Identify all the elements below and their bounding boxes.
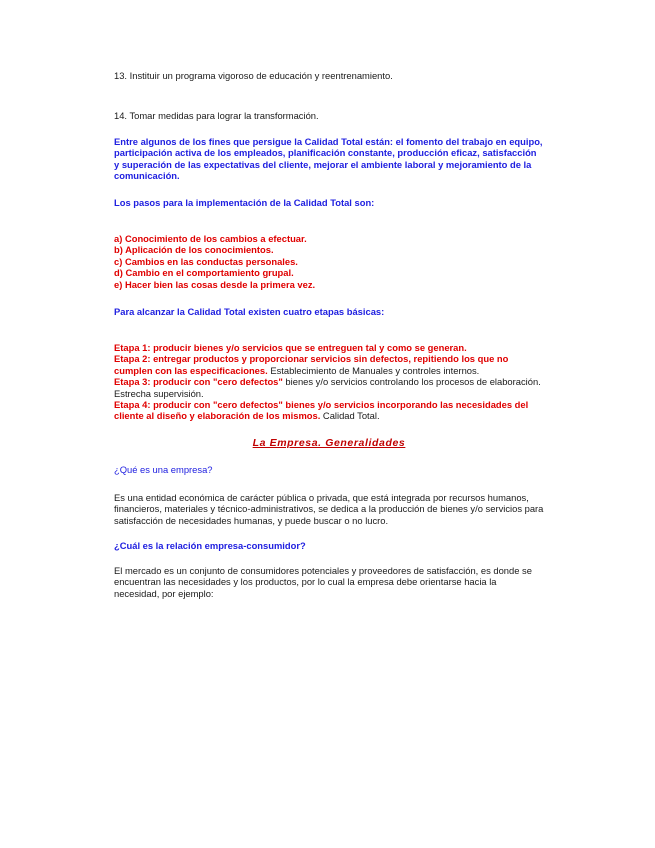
list-item: a) Conocimiento de los cambios a efectuar. — [114, 233, 307, 244]
etapa-4-text: Etapa 4: producir con "cero defectos" bienes y/o servicios incorporando las necesidades del cliente al diseño y elaboración de los mismos. — [114, 399, 529, 422]
fines-paragraph: Entre algunos de los fines que persigue la Calidad Total están: el fomento del trabajo en equipo, participación activa de los empleados, planificación constante, producción eficaz, satisfacción y superación de las expectativas del cliente, mejorar el ambiente laboral y mejoramiento de la comunicación. — [114, 136, 543, 182]
list-item: b) Aplicación de los conocimientos. — [114, 244, 274, 256]
etapas-intro: Para alcanzar la Calidad Total existen cuatro etapas básicas: — [114, 306, 385, 317]
section-title: La Empresa. Generalidades — [252, 437, 406, 449]
answer-relacion: El mercado es un conjunto de consumidores potenciales y proveedores de satisfacción, es donde se encuentran las necesidades y los productos, por lo cual la empresa debe orientarse hacia la necesidad, por ejemplo: — [114, 565, 532, 599]
list-item: e) Hacer bien las cosas desde la primera vez. — [114, 278, 316, 290]
list-item: c) Cambios en las conductas personales. — [114, 255, 298, 267]
etapa-2-note: Establecimiento de Manuales y controles internos. — [267, 364, 480, 376]
pasos-intro: Los pasos para la implementación de la Calidad Total son: — [114, 197, 375, 208]
etapa-3 — [114, 376, 544, 399]
etapa-3-note: bienes y/o servicios controlando los procesos de elaboración. Estrecha supervisión. — [114, 376, 541, 399]
etapa-4-note: Calidad Total. — [320, 410, 380, 422]
item-14: 14. Tomar medidas para lograr la transformación. — [114, 110, 319, 121]
answer-empresa: Es una entidad económica de carácter pública o privada, que está integrada por recursos humanos, financieros, materiales y técnico-administrativos, se dedica a la producción de bienes y/o servicios para satisfacción de necesidades humanas, y puede buscar o no lucro. — [114, 492, 544, 526]
etapa-1: Etapa 1: producir bienes y/o servicios que se entreguen tal y como se generan. — [114, 342, 467, 353]
etapa-3-text: Etapa 3: producir con "cero defectos" — [114, 376, 283, 388]
pasos-list — [114, 233, 544, 290]
etapa-2-text: Etapa 2: entregar productos y proporcionar servicios sin defectos, repitiendo los que no cumplen con las especificaciones. — [114, 353, 509, 376]
list-item: d) Cambio en el comportamiento grupal. — [114, 267, 294, 279]
item-13: 13. Instituir un programa vigoroso de educación y reentrenamiento. — [114, 70, 393, 81]
question-relacion: ¿Cuál es la relación empresa-consumidor? — [114, 540, 306, 551]
etapas-block — [114, 342, 544, 422]
question-empresa: ¿Qué es una empresa? — [114, 464, 213, 475]
etapa-2 — [114, 353, 544, 376]
etapa-4 — [114, 399, 544, 422]
